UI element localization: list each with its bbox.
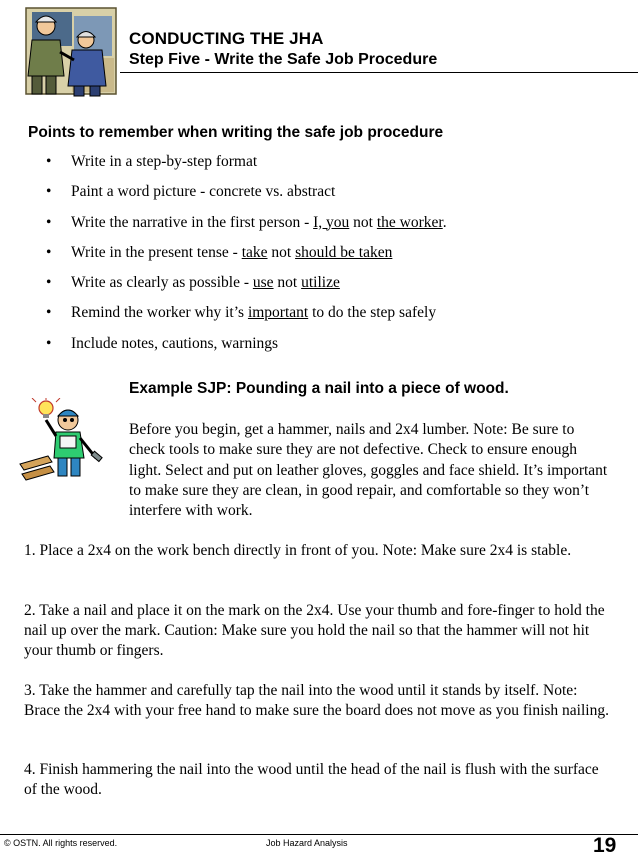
bullet-text: Write as clearly as possible -: [71, 274, 253, 292]
page-number: 19: [593, 834, 617, 857]
bullet-dot-icon: •: [46, 243, 52, 261]
bullet-text: not: [273, 274, 302, 292]
example-heading: Example SJP: Pounding a nail into a piece of wood.: [129, 380, 509, 397]
procedure-step-1: 1. Place a 2x4 on the work bench directly in front of you. Note: Make sure 2x4 is stable.: [24, 542, 572, 559]
bullet-dot-icon: •: [46, 304, 52, 322]
bullet-item: [46, 211, 447, 241]
example-intro: Before you begin, get a hammer, nails and 2x4 lumber. Note: Be sure to check tools to make sure they are not defective. Check to ensure enough light. Select and put on leather gloves, goggles and face shield. It’s important to make sure they are clean, in good repair, and comfortable so they won’t interfere with work.: [129, 421, 608, 520]
footer-copyright: © OSTN. All rights reserved.: [4, 838, 118, 848]
bullet-dot-icon: •: [46, 153, 52, 170]
bullet-text: Remind the worker why it’s: [71, 304, 248, 322]
bullet-text: to do the step safely: [308, 304, 437, 322]
page-subtitle: Step Five - Write the Safe Job Procedure: [129, 51, 438, 68]
bullet-dot-icon: •: [46, 213, 52, 231]
bullet-item: [46, 241, 447, 271]
workers-clipart: [12, 6, 118, 98]
underlined-term: should be taken: [295, 243, 393, 261]
procedure-step-2: 2. Take a nail and place it on the mark on the 2x4. Use your thumb and fore-finger to hold the nail up over the mark. Caution: Make sure you hold the nail so that the hammer will not hit your thumb or fingers.: [24, 602, 605, 659]
worker-idea-clipart: [18, 398, 110, 484]
bullet-item: [46, 271, 447, 301]
underlined-term: I, you: [313, 213, 350, 231]
footer-document-title: Job Hazard Analysis: [266, 838, 348, 848]
bullet-item: [46, 332, 447, 362]
bullet-item: [46, 301, 447, 331]
header-divider: [120, 72, 638, 73]
points-heading: Points to remember when writing the safe job procedure: [28, 124, 444, 141]
page-title: CONDUCTING THE JHA: [129, 29, 324, 48]
bullet-dot-icon: •: [46, 274, 52, 292]
underlined-term: important: [247, 304, 309, 322]
bullet-text: Paint a word picture - concrete vs. abstract: [71, 183, 336, 201]
bullet-item: [46, 150, 447, 180]
points-list: [46, 150, 447, 362]
bullet-dot-icon: •: [46, 334, 52, 352]
bullet-text: Include notes, cautions, warnings: [71, 334, 279, 352]
bullet-text: .: [442, 213, 447, 231]
bullet-item: [46, 180, 447, 210]
bullet-text: Write the narrative in the first person -: [71, 213, 314, 231]
procedure-step-4: 4. Finish hammering the nail into the wood until the head of the nail is flush with the surface of the wood.: [24, 761, 599, 798]
bullet-text: not: [267, 243, 296, 261]
bullet-text: Write in a step-by-step format: [71, 153, 258, 170]
bullet-text: Write in the present tense -: [71, 243, 242, 261]
underlined-term: the worker: [376, 213, 443, 231]
footer-divider: [0, 834, 638, 835]
underlined-term: use: [252, 274, 274, 292]
underlined-term: utilize: [301, 274, 340, 292]
procedure-step-3: 3. Take the hammer and carefully tap the nail into the wood until it stands by itself. Note: Brace the 2x4 with your free hand to make sure the board does not move as you finish nailing.: [24, 682, 609, 719]
bullet-text: not: [349, 213, 377, 231]
bullet-dot-icon: •: [46, 183, 52, 201]
underlined-term: take: [241, 243, 268, 261]
